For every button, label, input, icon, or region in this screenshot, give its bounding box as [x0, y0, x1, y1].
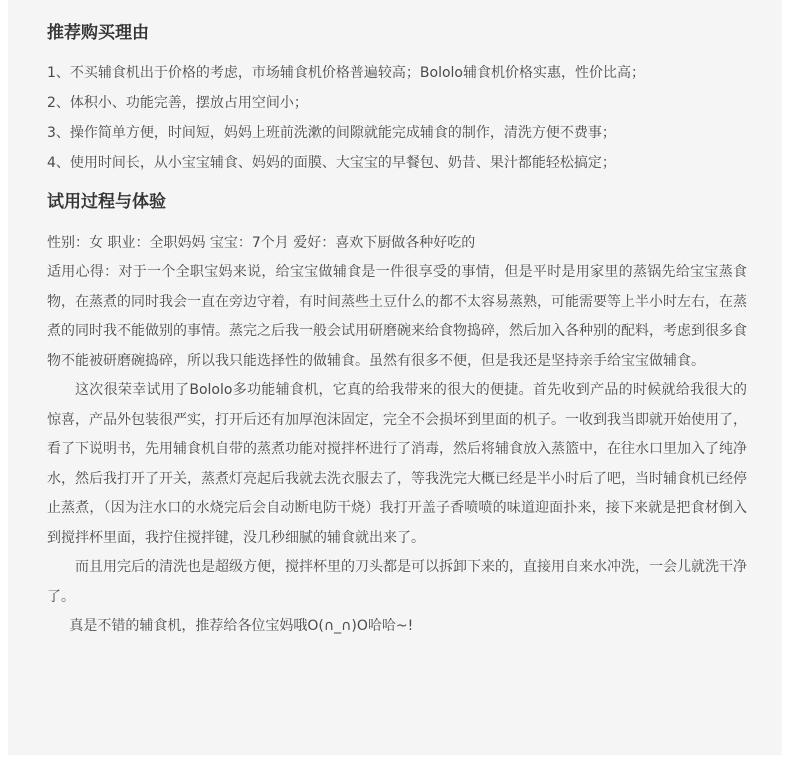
- paragraph-cleaning: 而且用完后的清洗也是超级方便，搅拌杯里的刀头都是可以拆卸下来的，直接用自来水冲洗，一会儿就洗干净了。: [47, 559, 747, 605]
- reason-item: 3、操作简单方便，时间短，妈妈上班前洗漱的间隙就能完成辅食的制作，清洗方便不费事；: [47, 125, 616, 141]
- paragraph-recommend: 真是不错的辅食机，推荐给各位宝妈哦O(∩_∩)O哈哈~!: [69, 618, 414, 634]
- reason-item: 2、体积小、功能完善，摆放占用空间小；: [47, 95, 308, 111]
- reason-item: 4、使用时间长，从小宝宝辅食、妈妈的面膜、大宝宝的早餐包、奶昔、果汁都能轻松搞定；: [47, 155, 616, 171]
- reasons-list: [47, 58, 767, 178]
- reasons-heading: 推荐购买理由: [47, 23, 149, 43]
- trial-heading: 试用过程与体验: [47, 192, 166, 212]
- reason-item: 1、不买辅食机出于价格的考虑，市场辅食机价格普遍较高；Bololo辅食机价格实惠，性价比高；: [47, 65, 645, 81]
- paragraph-usage: 这次很荣幸试用了Bololo多功能辅食机，它真的给我带来的很大的便捷。首先收到产品的时候就给我很大的惊喜，产品外包装很严实，打开后还有加厚泡沫固定，完全不会损坏到里面的机子。一收到我当即就开始使用了，看了下说明书，先用辅食机自带的蒸煮功能对搅拌杯进行了消毒，然后将辅食放入蒸篮中，在往水口里加入了纯净水，然后我打开了开关，蒸煮灯亮起后我就去洗衣服去了，等我洗完大概已经是半小时后了吧，当时辅食机已经停止蒸煮，（因为注水口的水烧完后会自动断电防干烧）我打开盖子香喷喷的味道迎面扑来，接下来就是把食材倒入到搅拌杯里面，我拧住搅拌键，没几秒细腻的辅食就出来了。: [47, 382, 747, 546]
- trial-body: [47, 258, 747, 642]
- tester-profile: 性别：女 职业：全职妈妈 宝宝：7个月 爱好：喜欢下厨做各种好吃的: [47, 235, 476, 251]
- paragraph-experience: 适用心得：对于一个全职宝妈来说，给宝宝做辅食是一件很享受的事情，但是平时是用家里的蒸锅先给宝宝蒸食物，在蒸煮的同时我会一直在旁边守着，有时间蒸些土豆什么的都不太容易蒸熟，可能需要等上半小时左右，在蒸煮的同时我不能做别的事情。蒸完之后我一般会试用研磨碗来给食物捣碎，然后加入各种别的配料，考虑到很多食物不能被研磨碗捣碎，所以我只能选择性的做辅食。虽然有很多不便，但是我还是坚持亲手给宝宝做辅食。: [47, 264, 747, 369]
